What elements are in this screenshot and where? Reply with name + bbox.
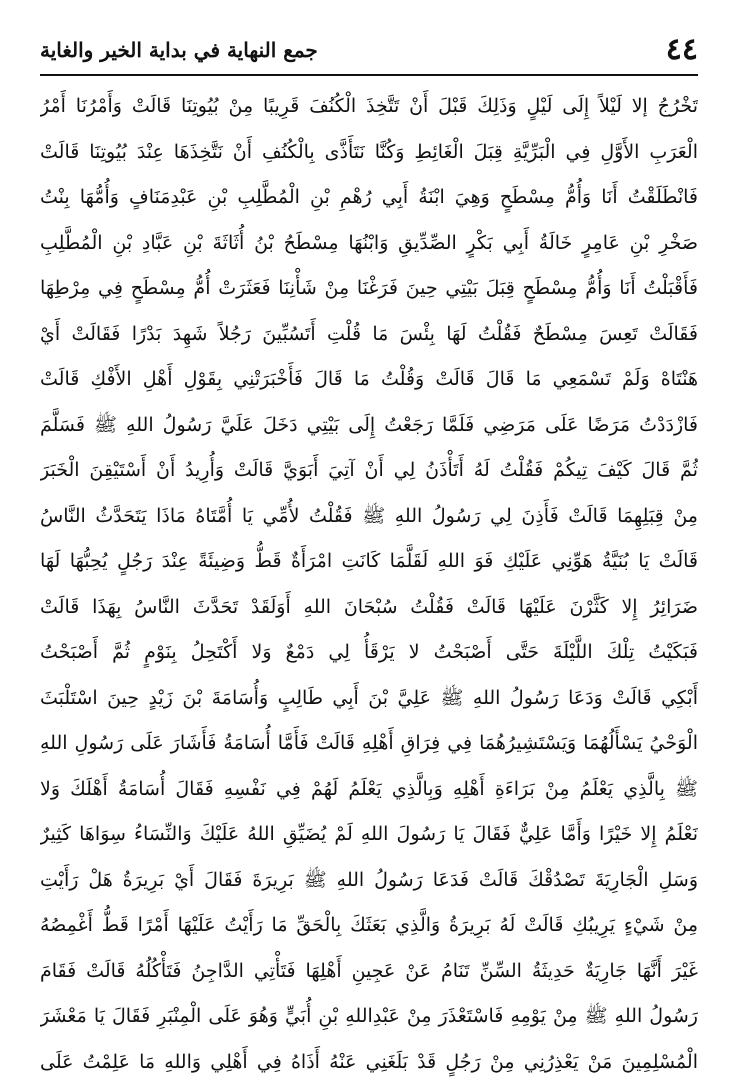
text-line: أَبْكِي قَالَتْ وَدَعَا رَسُولُ اللهِ ﷺ عَلِيَّ بْنَ أَبِي طَالِبٍ وَأُسَامَةَ بْنَ زَيْدٍ حِينَ اسْتَلْبَثَ [40, 676, 698, 722]
text-line: رَسُولُ اللهِ ﷺ مِنْ يَوْمِهِ فَاسْتَعْذَرَ مِنْ عَبْدِاللهِ بْنِ أُبَيٍّ وَهُوَ عَلَى الْمِنْبَرِ فَقَالَ يَا مَعْشَرَ [40, 994, 698, 1040]
text-line: ثُمَّ قَالَ كَيْفَ تِيكُمْ فَقُلْتُ لَهُ أَتَأْذَنُ لِي أَنْ آتِيَ أَبَوَيَّ قَالَتْ وَأُرِيدُ أَنْ أَسْتَيْقِنَ الْخَبَرَ [40, 448, 698, 494]
text-line: مِنْ شَيْءٍ يَرِيبُكِ قَالَتْ لَهُ بَرِيرَةُ وَالَّذِي بَعَثَكَ بِالْحَقِّ مَا رَأَيْتُ عَلَيْهَا أَمْرًا قَطُّ أَغْمِصُهُ [40, 903, 698, 949]
text-line: صَخْرِ بْنِ عَامِرٍ خَالَةُ أَبِي بَكْرٍ الصِّدِّيقِ وَابْنُهَا مِسْطَحُ بْنُ أُثَاثَةَ بْنِ عَبَّادِ بْنِ الْمُطَّلِبِ [40, 221, 698, 267]
text-line: مِنْ قِبَلِهِمَا قَالَتْ فَأَذِنَ لِي رَسُولُ اللهِ ﷺ فَقُلْتُ لأُمِّي يَا أُمَّتَاهُ مَاذَا يَتَحَدَّثُ النَّاسُ [40, 494, 698, 540]
text-line: فَأَقْبَلْتُ أَنَا وَأُمُّ مِسْطَحٍ قِبَلَ بَيْتِي حِينَ فَرَغْنَا مِنْ شَأْنِنَا فَعَثَرَتْ أُمُّ مِسْطَحٍ فِي مِرْطِهَا [40, 266, 698, 312]
text-line: ﷺ بِالَّذِي يَعْلَمُ مِنْ بَرَاءَةِ أَهْلِهِ وَبِالَّذِي يَعْلَمُ لَهُمْ فِي نَفْسِهِ فَقَالَ أُسَامَةُ أَهْلَكَ وَلا [40, 767, 698, 813]
text-line: الْوَحْيُ يَسْأَلُهُمَا وَيَسْتَشِيرُهُمَا فِي فِرَاقِ أَهْلِهِ قَالَتْ فَأَمَّا أُسَامَةُ فَأَشَارَ عَلَى رَسُولِ اللهِ [40, 721, 698, 767]
text-line: الْمُسْلِمِينَ مَنْ يَعْذِرُنِي مِنْ رَجُلٍ قَدْ بَلَغَنِي عَنْهُ أَذَاهُ فِي أَهْلِي وَاللهِ مَا عَلِمْتُ عَلَى [40, 1040, 698, 1085]
running-title: جمع النهاية في بداية الخير والغاية [40, 32, 318, 68]
text-line: تَخْرُجُ إلا لَيْلاً إِلَى لَيْلٍ وَذَلِكَ قَبْلَ أَنْ تَتَّخِذَ الْكُنُفَ قَرِيبًا مِنْ بُيُوتِنَا قَالَتْ وَأَمْرُنَا أَمْرُ [40, 84, 698, 130]
text-line: ضَرَائِرُ إِلا كَثَّرْنَ عَلَيْهَا قَالَتْ فَقُلْتُ سُبْحَانَ اللهِ أَوَلَقَدْ تَحَدَّثَ النَّاسُ بِهَذَا قَالَتْ [40, 585, 698, 631]
text-line: فَقَالَتْ تَعِسَ مِسْطَحٌ فَقُلْتُ لَهَا بِئْسَ مَا قُلْتِ أَتَسُبِّينَ رَجُلاً شَهِدَ بَدْرًا فَقَالَتْ أَيْ [40, 312, 698, 358]
text-line: نَعْلَمُ إِلا خَيْرًا وَأَمَّا عَلِيٌّ فَقَالَ يَا رَسُولَ اللهِ لَمْ يُضَيِّقِ اللهُ عَلَيْكَ وَالنِّسَاءُ سِوَاهَا كَثِيرٌ [40, 812, 698, 858]
text-line: الْعَرَبِ الأَوَّلِ فِي الْبَرِّيَّةِ قِبَلَ الْغَائِطِ وَكُنَّا نَتَأَذَّى بِالْكُنُفِ أَنْ نَتَّخِذَهَا عِنْدَ بُيُوتِنَا قَالَتْ [40, 130, 698, 176]
text-line: وَسَلِ الْجَارِيَةَ تَصْدُقْكَ قَالَتْ فَدَعَا رَسُولُ اللهِ ﷺ بَرِيرَةَ فَقَالَ أَيْ بَرِيرَةُ هَلْ رَأَيْتِ [40, 858, 698, 904]
page-body-text [40, 84, 698, 1061]
text-line: فَانْطَلَقْتُ أَنَا وَأُمُّ مِسْطَحٍ وَهِيَ ابْنَةُ أَبِي رُهْمِ بْنِ الْمُطَّلِبِ بْنِ عَبْدِمَنَافٍ وَأُمُّهَا بِنْتُ [40, 175, 698, 221]
header-divider [40, 74, 698, 76]
text-line: قَالَتْ يَا بُنَيَّةُ هَوِّنِي عَلَيْكِ فَوَ اللهِ لَقَلَّمَا كَانَتِ امْرَأَةٌ قَطُّ وَضِيئَةً عِنْدَ رَجُلٍ يُحِبُّهَا لَهَا [40, 539, 698, 585]
page-number: ٤٤ [666, 32, 698, 68]
text-line: فَبَكَيْتُ تِلْكَ اللَّيْلَةَ حَتَّى أَصْبَحْتُ لا يَرْقَأُ لِي دَمْعٌ وَلا أَكْتَحِلُ بِنَوْمٍ ثُمَّ أَصْبَحْتُ [40, 630, 698, 676]
page-header [40, 32, 698, 68]
text-line: غَيْرَ أَنَّهَا جَارِيَةٌ حَدِيثَةُ السِّنِّ تَنَامُ عَنْ عَجِينِ أَهْلِهَا فَتَأْتِي الدَّاجِنُ فَتَأْكُلُهُ قَالَتْ فَقَامَ [40, 949, 698, 995]
text-line: هَنْتَاهْ وَلَمْ تَسْمَعِي مَا قَالَ قَالَتْ وَقُلْتُ مَا قَالَ فَأَخْبَرَتْنِي بِقَوْلِ أَهْلِ الأَفْكِ قَالَتْ [40, 357, 698, 403]
text-line: فَازْدَدْتُ مَرَضًا عَلَى مَرَضِي فَلَمَّا رَجَعْتُ إِلَى بَيْتِي دَخَلَ عَلَيَّ رَسُولُ اللهِ ﷺ فَسَلَّمَ [40, 403, 698, 449]
